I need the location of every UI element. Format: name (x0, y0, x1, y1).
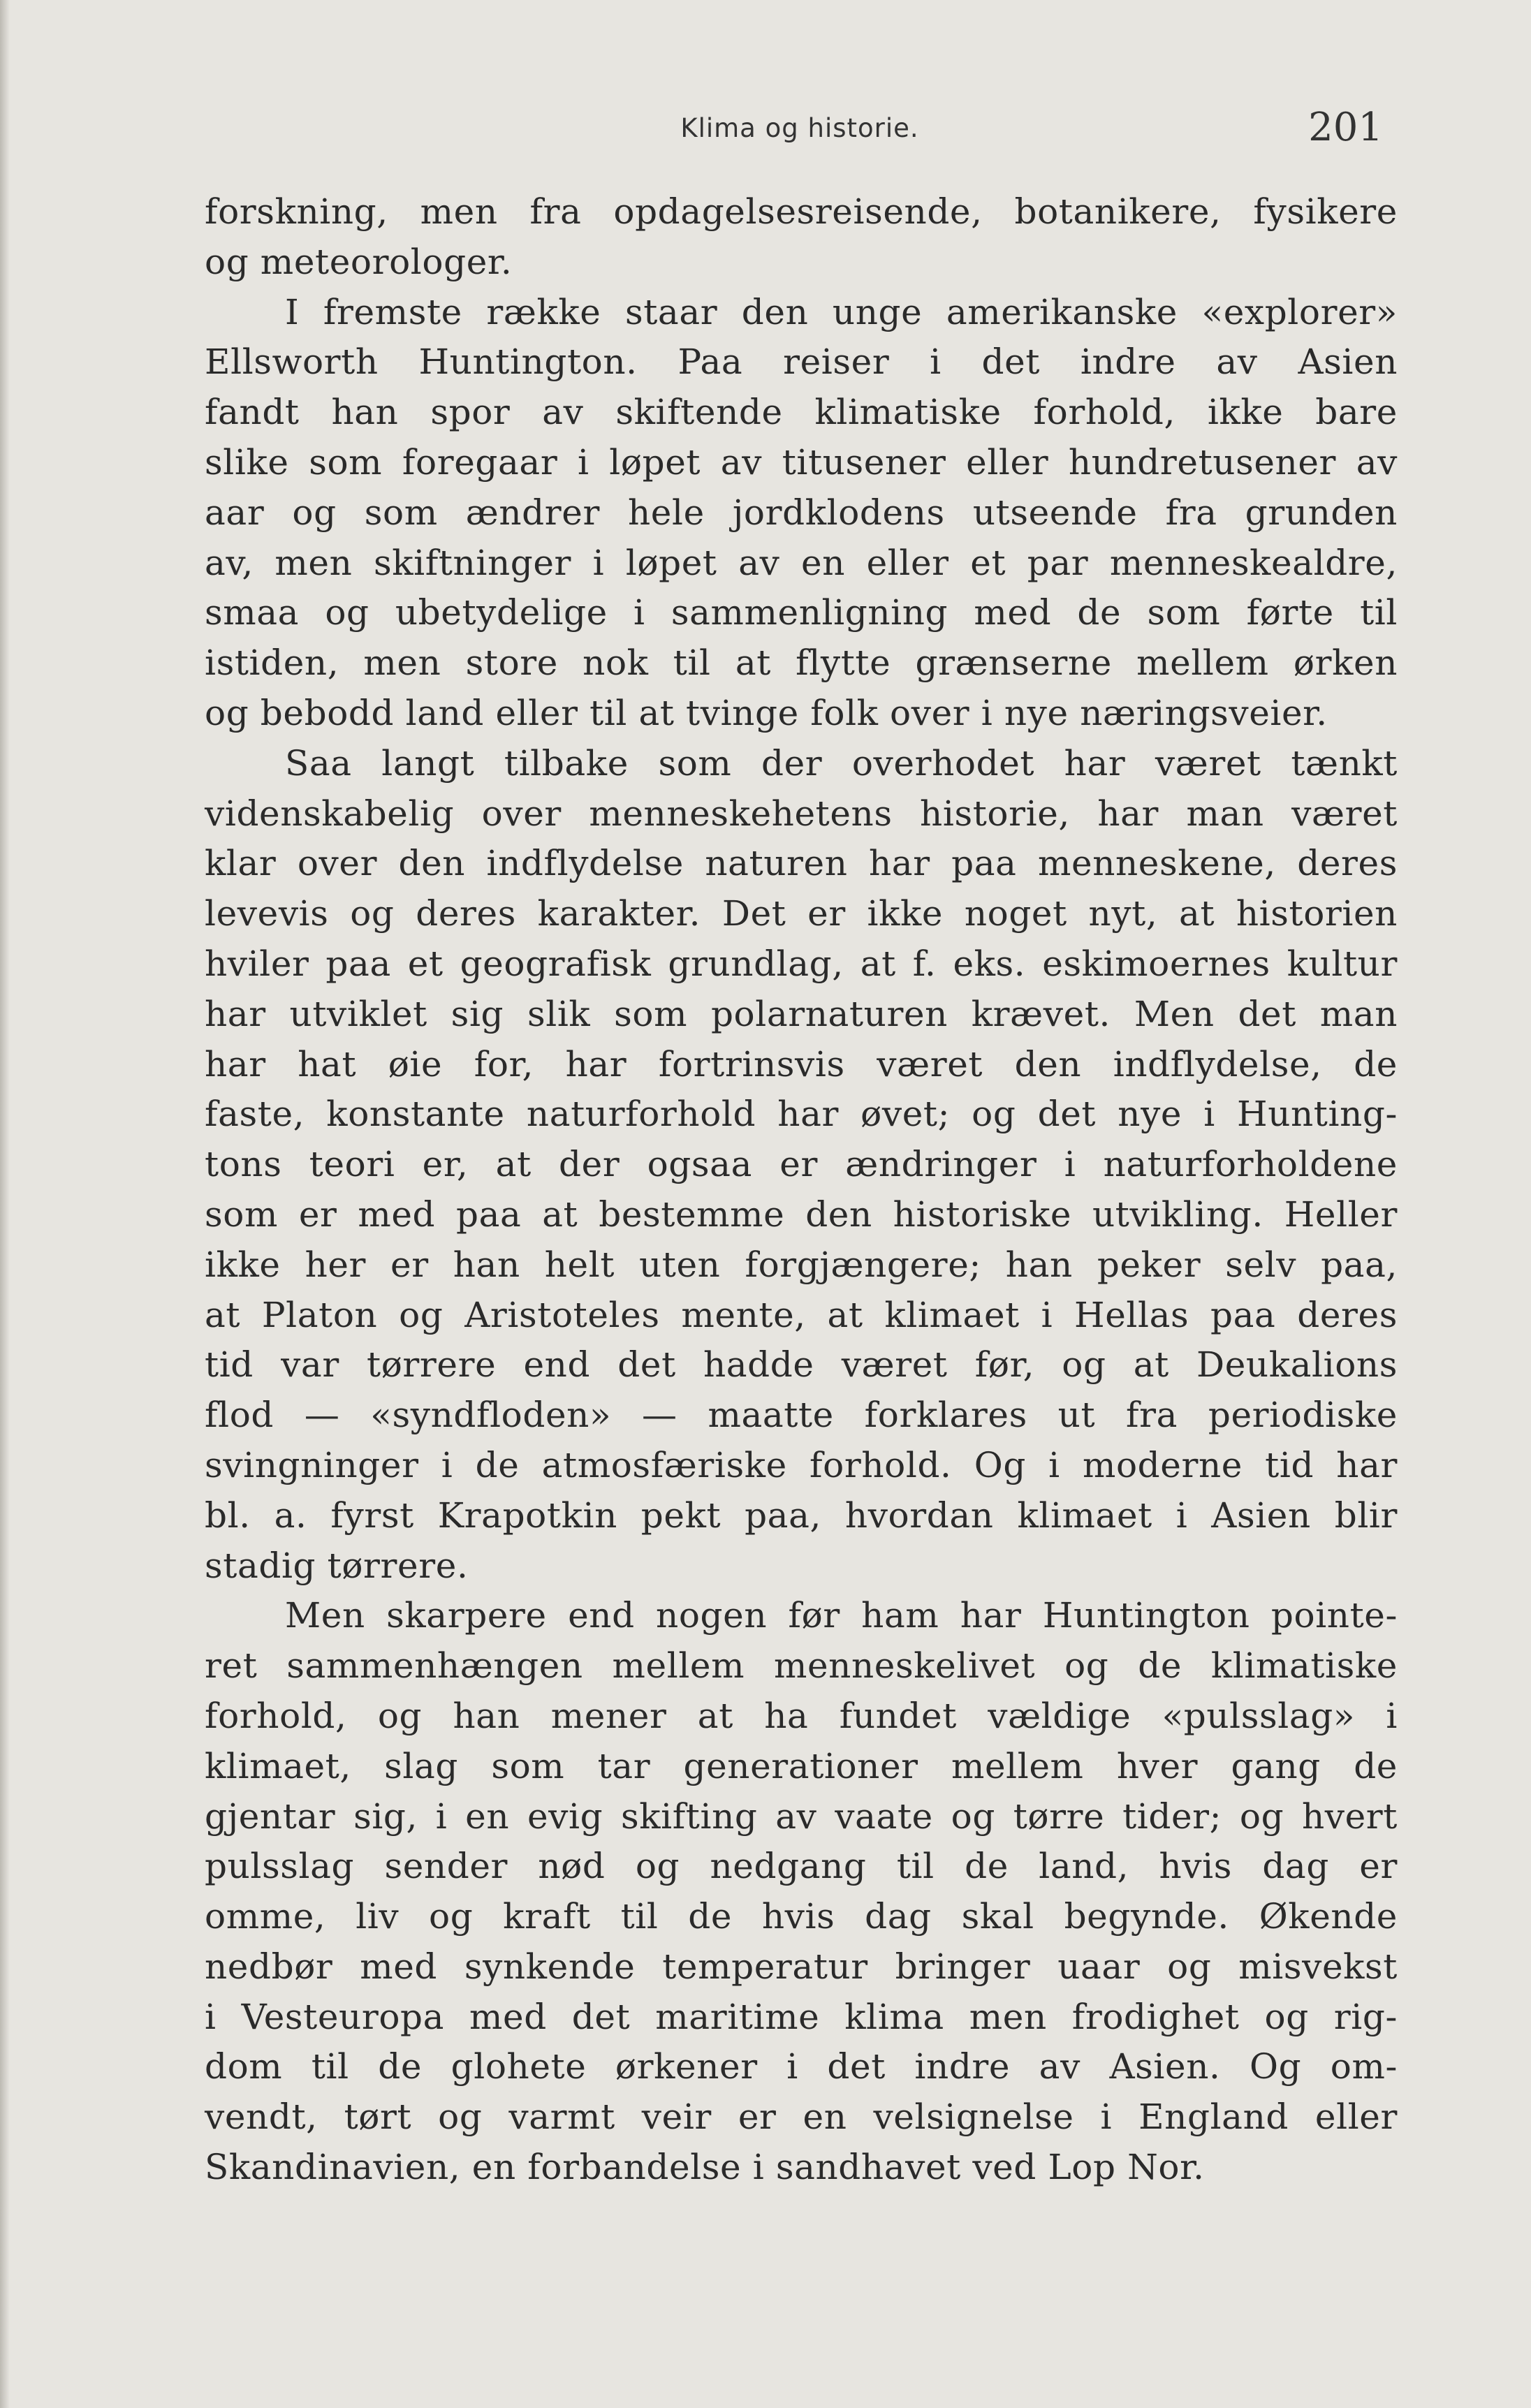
text-line: bl. a. fyrst Krapotkin pekt paa, hvordan klimaet i Asien blir (205, 1495, 1398, 1536)
text-line: som er med paa at bestemme den historiske utvikling. Heller (205, 1194, 1398, 1235)
text-line: I fremste række staar den unge amerikanske «explorer» (285, 291, 1398, 332)
text-line: levevis og deres karakter. Det er ikke noget nyt, at historien (205, 893, 1398, 934)
text-line: faste, konstante naturforhold har øvet; og det nye i Hunting- (205, 1094, 1398, 1135)
text-line: stadig tørrere. (205, 1545, 469, 1586)
text-line: hviler paa et geografisk grundlag, at f. eks. eskimoernes kultur (205, 943, 1398, 984)
text-line: aar og som ændrer hele jordklodens utseende fra grunden (205, 492, 1398, 533)
binding-edge (0, 0, 10, 2408)
text-line: at Platon og Aristoteles mente, at klimaet i Hellas paa deres (205, 1294, 1398, 1335)
text-line: Skandinavien, en forbandelse i sandhavet ved Lop Nor. (205, 2147, 1205, 2188)
text-line: og bebodd land eller til at tvinge folk over i nye næringsveier. (205, 692, 1328, 733)
text-line: flod — «syndfloden» — maatte forklares ut fra periodiske (205, 1395, 1398, 1436)
text-line: dom til de glohete ørkener i det indre av Asien. Og om- (205, 2046, 1398, 2087)
text-line: pulsslag sender nød og nedgang til de land, hvis dag er (205, 1846, 1398, 1887)
text-line: tons teori er, at der ogsaa er ændringer i naturforholdene (205, 1144, 1398, 1185)
text-line: tid var tørrere end det hadde været før, og at Deukalions (205, 1344, 1398, 1386)
text-line: forhold, og han mener at ha fundet vældige «pulsslag» i (205, 1695, 1398, 1736)
text-line: Saa langt tilbake som der overhodet har været tænkt (285, 742, 1398, 784)
body-text (205, 187, 1398, 2193)
running-title: Klima og historie. (680, 113, 919, 143)
text-line: klimaet, slag som tar generationer mellem hver gang de (205, 1745, 1398, 1786)
text-line: istiden, men store nok til at flytte grænserne mellem ørken (205, 643, 1398, 684)
page-number: 201 (1308, 105, 1383, 150)
text-line: klar over den indflydelse naturen har paa menneskene, deres (205, 843, 1398, 884)
text-line: av, men skiftninger i løpet av en eller et par menneskealdre, (205, 542, 1398, 583)
text-line: vendt, tørt og varmt veir er en velsignelse i England eller (205, 2097, 1398, 2138)
paragraph (205, 1591, 1398, 2193)
text-line: Ellsworth Huntington. Paa reiser i det indre av Asien (205, 342, 1398, 383)
text-line: Men skarpere end nogen før ham har Huntington pointe- (285, 1595, 1398, 1636)
text-line: ikke her er han helt uten forgjængere; han peker selv paa, (205, 1244, 1398, 1285)
text-line: og meteorologer. (205, 241, 513, 282)
paragraph (205, 187, 1398, 288)
text-line: nedbør med synkende temperatur bringer uaar og misvekst (205, 1946, 1398, 1987)
paragraph (205, 739, 1398, 1592)
text-line: slike som foregaar i løpet av titusener eller hundretusener av (205, 441, 1398, 483)
text-line: har utviklet sig slik som polarnaturen krævet. Men det man (205, 993, 1398, 1034)
text-line: har hat øie for, har fortrinsvis været den indflydelse, de (205, 1043, 1398, 1085)
text-line: i Vesteuropa med det maritime klima men frodighet og rig- (205, 1996, 1398, 2037)
running-head (203, 105, 1397, 161)
text-line: svingninger i de atmosfæriske forhold. Og i moderne tid har (205, 1444, 1398, 1485)
text-line: gjentar sig, i en evig skifting av vaate og tørre tider; og hvert (205, 1796, 1398, 1837)
text-line: videnskabelig over menneskehetens historie, har man været (205, 793, 1398, 834)
text-line: omme, liv og kraft til de hvis dag skal begynde. Økende (205, 1896, 1398, 1937)
text-line: fandt han spor av skiftende klimatiske forhold, ikke bare (205, 392, 1398, 433)
text-line: forskning, men fra opdagelsesreisende, botanikere, fysikere (205, 191, 1398, 232)
paragraph (205, 288, 1398, 739)
text-line: smaa og ubetydelige i sammenligning med de som førte til (205, 592, 1398, 633)
text-line: ret sammenhængen mellem menneskelivet og de klimatiske (205, 1645, 1398, 1687)
